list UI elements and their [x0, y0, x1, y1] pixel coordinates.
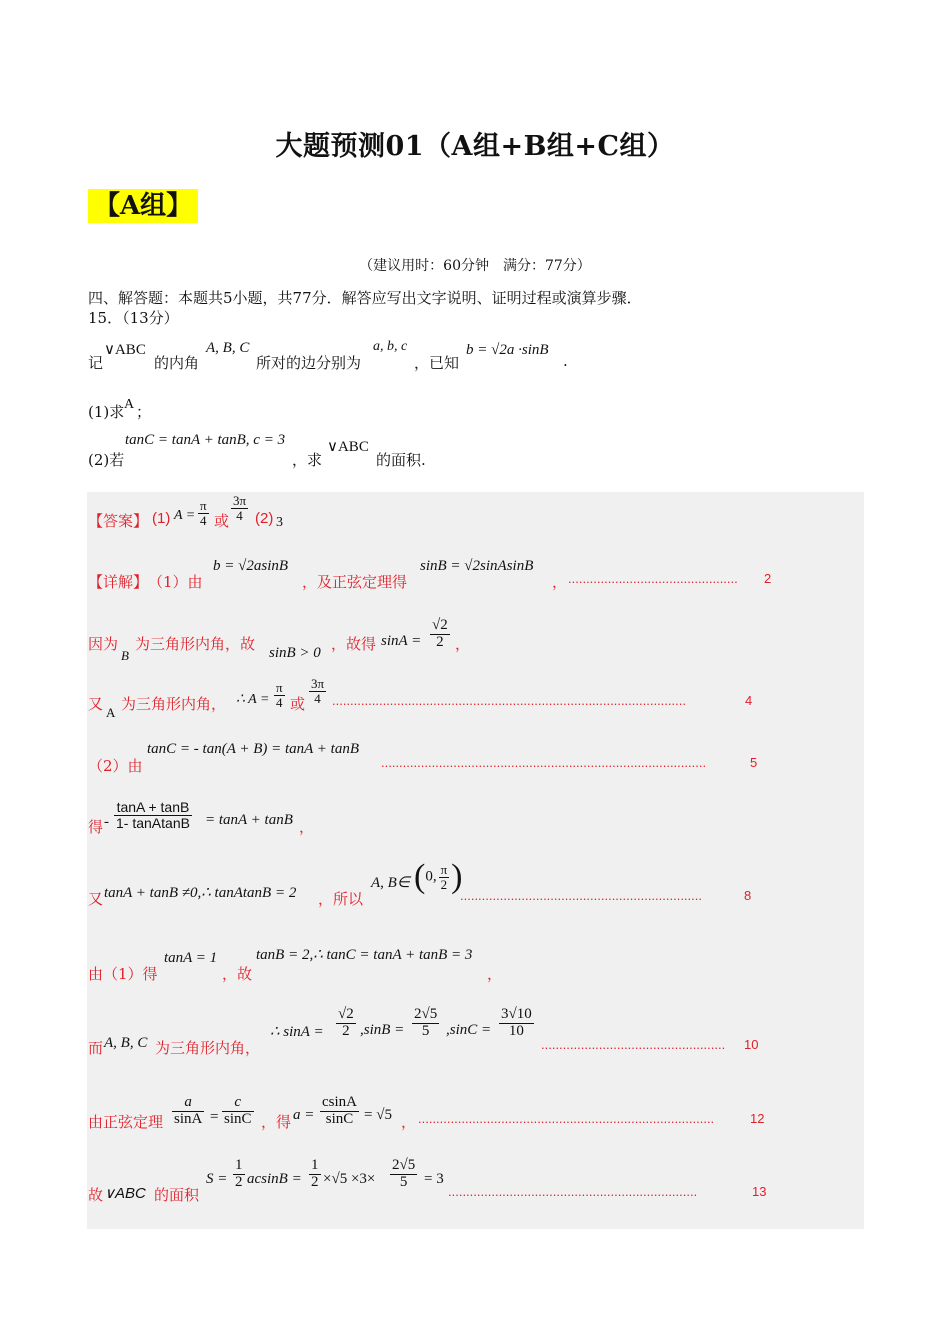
- stem-text-2: 所对的边分别为: [256, 354, 362, 372]
- detail-l8-text: 而: [88, 1039, 104, 1057]
- answer-part2: (2): [255, 510, 274, 527]
- stem-triangle: ∨ABC: [104, 342, 146, 358]
- detail-l8-d2: 5: [421, 1022, 430, 1039]
- stem-text-1: 的内角: [154, 354, 200, 372]
- right-paren-icon: ): [451, 858, 463, 895]
- detail-l1-text2: ，及正弦定理得: [302, 573, 408, 591]
- detail-l8-score: 10: [744, 1037, 759, 1052]
- detail-l7-comma: ，: [487, 965, 503, 983]
- detail-l3-four-2: 4: [314, 690, 321, 706]
- detail-l10-score: 13: [752, 1184, 767, 1199]
- detail-l2-text: 因为: [88, 635, 119, 653]
- detail-l8-n3: 3√10: [501, 1006, 532, 1022]
- detail-l9-n1: a: [172, 1095, 204, 1112]
- detail-l4-dots: ..........................................................................................: [381, 755, 707, 770]
- part2-prefix: (2)若: [88, 451, 125, 469]
- detail-l10-n2: 1: [311, 1157, 319, 1173]
- detail-l9-n3: csinA: [322, 1094, 357, 1110]
- detail-l2-var: B: [121, 648, 129, 663]
- detail-l5-num: tanA + tanB: [114, 800, 192, 816]
- detail-l2-num: √2: [432, 617, 448, 633]
- detail-l8-dots: ...................................................: [541, 1037, 726, 1052]
- detail-l9-score: 12: [750, 1111, 765, 1126]
- detail-l10-text: 故: [88, 1186, 104, 1204]
- detail-l3-or: 或: [290, 695, 306, 713]
- detail-l8-vars: A, B, C: [104, 1035, 148, 1051]
- detail-l6-text2: ，所以: [318, 890, 364, 908]
- detail-l10-d3: 5: [399, 1173, 408, 1190]
- detail-l1-text: （1）由: [148, 573, 203, 591]
- detail-l3-math1: ∴ A =: [236, 692, 270, 707]
- left-paren-icon: (: [414, 858, 426, 895]
- detail-l5-comma: ，: [299, 818, 315, 836]
- answer-part1: (1): [152, 510, 171, 527]
- stem-end: .: [563, 352, 568, 370]
- detail-l7-text: 由（1）得: [88, 965, 158, 983]
- detail-l9-n2: c: [222, 1095, 254, 1112]
- detail-l10-math1: S =: [206, 1171, 228, 1187]
- answer-or: 或: [214, 512, 230, 530]
- detail-l7-math2: tanB = 2,∴ tanC = tanA + tanB = 3: [256, 947, 473, 963]
- detail-l8-text2: 为三角形内角，: [155, 1039, 261, 1057]
- part2-triangle: ∨ABC: [327, 439, 369, 455]
- detail-l9-d2: sinC: [224, 1110, 252, 1127]
- detail-l6-math2: A, B∈: [371, 875, 410, 891]
- detail-l10-math3: ×√5 ×3×: [323, 1171, 376, 1187]
- detail-l6-math: tanA + tanB ≠0,∴ tanAtanB = 2: [104, 885, 297, 901]
- stem-text-3: ，已知: [414, 354, 460, 372]
- answer-four: 4: [200, 512, 207, 528]
- detail-l1-math1: b = √2asinB: [213, 558, 289, 574]
- detail-l1-dots: ...............................................: [568, 571, 738, 586]
- detail-l9-text: 由正弦定理: [88, 1113, 164, 1131]
- question-stem-prefix: 记: [88, 354, 104, 372]
- part1-prefix: (1)求: [88, 403, 125, 421]
- detail-l3-dots: ..................................................................................................: [332, 693, 686, 708]
- detail-l9-text2: ，得: [261, 1113, 292, 1131]
- detail-l9-math: a =: [293, 1107, 315, 1123]
- answer-pi: π: [200, 498, 207, 513]
- detail-l8-math2: ,sinB =: [360, 1022, 405, 1038]
- detail-l10-dots: .....................................................................: [448, 1184, 698, 1199]
- question-number: 15．（13分）: [88, 309, 179, 327]
- section-intro: 四、解答题：本题共5小题，共77分．解答应写出文字说明、证明过程或演算步骤．: [88, 289, 642, 307]
- detail-l5-math: = tanA + tanB: [205, 812, 293, 828]
- detail-label: 【详解】: [88, 573, 149, 591]
- detail-l9-d1: sinA: [174, 1110, 203, 1127]
- detail-l1-score: 2: [764, 571, 772, 586]
- detail-l2-den: 2: [436, 633, 444, 650]
- stem-sides: a, b, c: [373, 339, 408, 354]
- detail-l6-zero: 0,: [425, 868, 437, 885]
- detail-l10-math2: acsinB =: [247, 1171, 302, 1187]
- part2-end: 的面积.: [376, 451, 426, 469]
- detail-l3-text: 又: [88, 695, 104, 713]
- group-label-highlight: 【A组】: [88, 189, 198, 223]
- detail-l3-var: A: [106, 705, 116, 720]
- detail-l6-two: 2: [440, 876, 448, 892]
- answer-four-2: 4: [236, 507, 243, 523]
- detail-l5-den: 1- tanAtanB: [116, 814, 190, 831]
- detail-l5-minus: -: [104, 814, 109, 830]
- detail-l3-four: 4: [276, 694, 283, 710]
- answer-three-pi: 3π: [233, 493, 247, 508]
- detail-l1-comma: ，: [552, 573, 568, 591]
- detail-l8-d1: 2: [342, 1022, 350, 1039]
- part1-end: ；: [136, 403, 152, 421]
- detail-l7-text2: ，故: [222, 965, 253, 983]
- detail-l2-math2: sinA =: [381, 633, 422, 649]
- detail-l8-n2: 2√5: [414, 1006, 438, 1022]
- detail-l7-math1: tanA = 1: [164, 950, 218, 966]
- answer-a-eq: A =: [174, 508, 196, 523]
- detail-l3-text2: 为三角形内角，: [121, 695, 227, 713]
- detail-l1-math2: sinB = √2sinAsinB: [420, 558, 534, 574]
- detail-l4-text: （2）由: [88, 757, 143, 775]
- detail-l5-text: 得: [88, 818, 104, 836]
- page-title: 大题预测01（A组+B组+C组）: [275, 131, 675, 162]
- detail-l4-math: tanC = - tan(A + B) = tanA + tanB: [147, 741, 360, 757]
- stem-condition: b = √2a ·sinB: [466, 342, 549, 358]
- detail-l10-text2: 的面积: [154, 1186, 200, 1204]
- detail-l6-score: 8: [744, 888, 752, 903]
- detail-l9-eq: =: [210, 1109, 219, 1125]
- detail-l10-math4: = 3: [424, 1171, 444, 1187]
- detail-l9-math2: = √5: [364, 1107, 392, 1123]
- detail-l9-comma: ，: [401, 1113, 417, 1131]
- stem-angles: A, B, C: [206, 340, 250, 356]
- part2-condition: tanC = tanA + tanB, c = 3: [125, 432, 286, 448]
- detail-l2-comma: ，: [455, 635, 471, 653]
- detail-l10-n1: 1: [235, 1157, 243, 1173]
- detail-l4-score: 5: [750, 755, 758, 770]
- answer-value: 3: [276, 515, 283, 530]
- detail-l10-d2: 2: [311, 1173, 319, 1190]
- detail-l8-math1: ∴ sinA =: [270, 1024, 324, 1040]
- detail-l6-text: 又: [88, 890, 104, 908]
- detail-l9-dots: ..................................................................................: [418, 1111, 715, 1126]
- time-note: （建议用时：60分钟 满分：77分）: [359, 258, 591, 274]
- detail-l8-d3: 10: [508, 1022, 524, 1039]
- answer-label: 【答案】: [88, 512, 149, 530]
- detail-l9-d3: sinC: [325, 1110, 354, 1127]
- detail-l10-triangle: ∨ABC: [104, 1185, 146, 1202]
- detail-l2-text2: 为三角形内角，故: [135, 635, 256, 653]
- part1-variable: A: [124, 397, 135, 412]
- detail-l6-dots: ...................................................................: [460, 888, 702, 903]
- detail-l3-score: 4: [745, 693, 753, 708]
- detail-l8-n1: √2: [338, 1006, 354, 1022]
- detail-l2-math1: sinB > 0: [269, 645, 321, 661]
- part2-text: ，求: [292, 451, 323, 469]
- detail-l3-pi: π: [276, 680, 283, 695]
- detail-l3-3pi: 3π: [311, 676, 325, 691]
- detail-l8-math3: ,sinC =: [446, 1022, 492, 1038]
- detail-l10-d1: 2: [235, 1173, 243, 1190]
- detail-l2-text3: ，故得: [331, 635, 377, 653]
- detail-l6-pi: π: [440, 861, 448, 877]
- detail-l10-n3: 2√5: [392, 1157, 416, 1173]
